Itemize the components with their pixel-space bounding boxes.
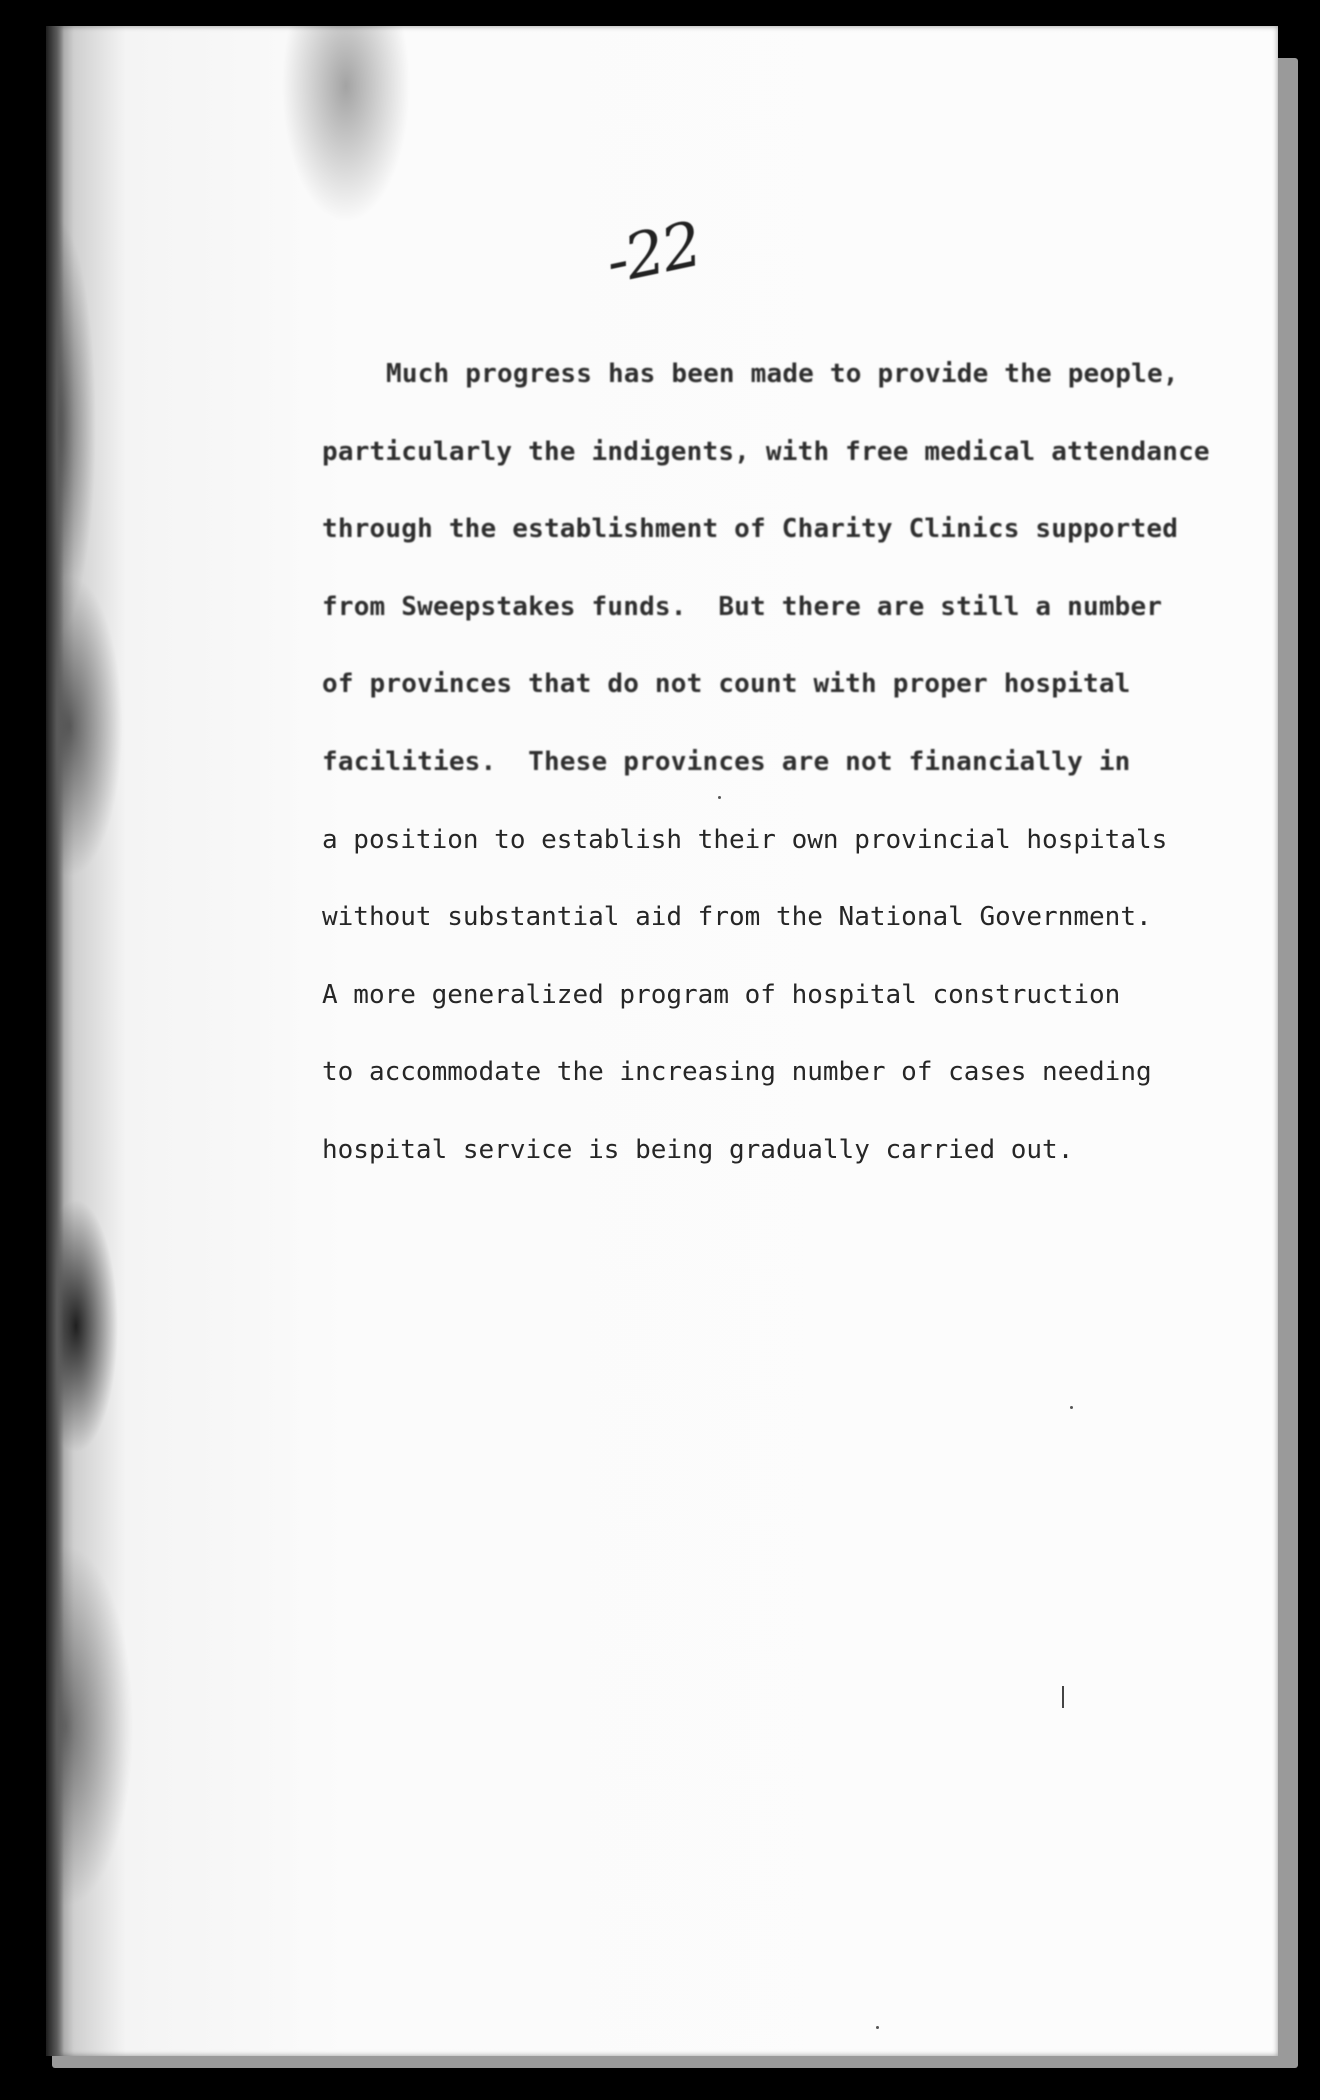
margin-mark xyxy=(1062,1686,1064,1708)
paper-speck xyxy=(876,2026,879,2029)
document-page xyxy=(46,26,1278,2056)
text-line: a position to establish their own provincial hospitals xyxy=(322,824,1168,855)
body-paragraph xyxy=(322,361,1262,1215)
text-line: through the establishment of Charity Clinics supported xyxy=(322,514,1179,545)
paper-speck xyxy=(1070,1406,1073,1409)
text-line: hospital service is being gradually carried out. xyxy=(322,1134,1074,1165)
paper-speck xyxy=(718,796,721,799)
text-line: to accommodate the increasing number of cases needing xyxy=(322,1057,1152,1088)
binding-shadow xyxy=(46,26,64,2056)
text-line: of provinces that do not count with proper hospital xyxy=(322,669,1131,700)
page-number: -22 xyxy=(599,207,707,298)
text-line: particularly the indigents, with free medical attendance xyxy=(322,436,1210,467)
text-line: facilities. These provinces are not financially in xyxy=(322,746,1131,777)
text-line: from Sweepstakes funds. But there are still a number xyxy=(322,591,1163,622)
text-line: Much progress has been made to provide the people, xyxy=(386,359,1179,389)
text-line: without substantial aid from the National Government. xyxy=(322,902,1152,933)
text-line: A more generalized program of hospital construction xyxy=(322,979,1121,1010)
